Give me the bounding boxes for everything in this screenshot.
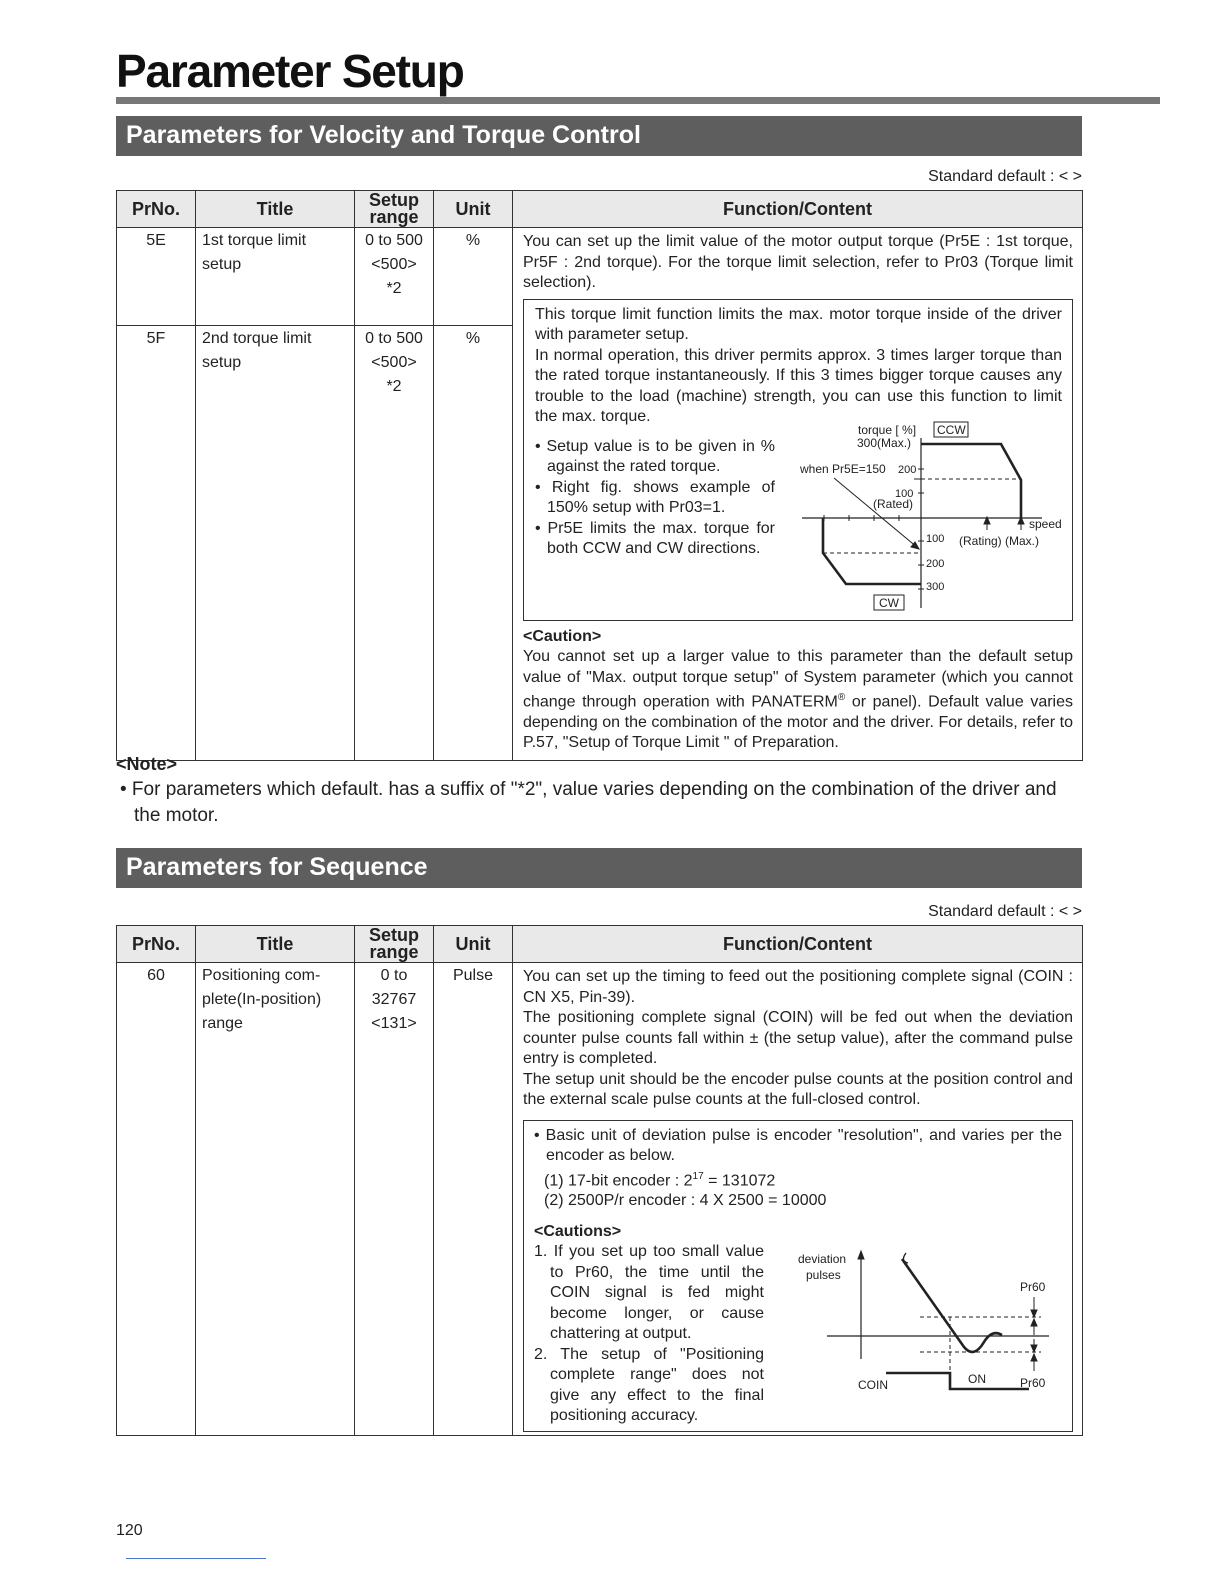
title-line: Positioning com-: [202, 967, 321, 984]
graph-ccw-label: CCW: [937, 422, 966, 437]
standard-default-label: Standard default : < >: [928, 168, 1082, 185]
cell-prno: 5F: [117, 326, 196, 760]
graph-deviation-line2: pulses: [806, 1267, 841, 1282]
function-paragraph-2: The positioning complete signal (COIN) will be fed out when the deviation counter pulse counts fall within ± (the setup value), after the command pulse entry is completed.: [523, 1009, 1073, 1067]
list-item: • Setup value is to be given in % against the rated torque.: [535, 437, 775, 475]
speed-arrows: [984, 517, 1024, 530]
note-block: [116, 754, 1086, 829]
pr60-arrows: [1031, 1297, 1037, 1371]
graph-on-label: ON: [968, 1371, 986, 1386]
title-line: range: [202, 1015, 243, 1032]
header-unit: Unit: [434, 926, 513, 963]
note-title: <Note>: [116, 754, 178, 774]
cell-prno: 5E: [117, 228, 196, 326]
velocity-torque-table: [116, 190, 1083, 761]
graph-neg-300: 300: [926, 580, 945, 593]
note-text: • For parameters which default. has a suffix of "*2", value varies depending on the combination of the driver and the motor.: [120, 779, 1057, 826]
graph-cw-label: CW: [879, 595, 899, 610]
graph-neg-200: 200: [926, 557, 945, 570]
graph-pr60-top: Pr60: [1020, 1279, 1046, 1294]
range-suffix: *2: [386, 378, 402, 396]
graph-pr60-bottom: Pr60: [1020, 1375, 1046, 1390]
header-function: Function/Content: [513, 191, 1083, 228]
cell-unit: %: [434, 228, 513, 326]
cell-title: [196, 963, 355, 1436]
header-setup: Setup: [368, 190, 419, 210]
torque-limit-info-box: [523, 299, 1073, 621]
header-setup-range: [355, 926, 434, 963]
box-bullet: • Basic unit of deviation pulse is encoder "resolution", and varies per the encoder as below.: [534, 1126, 1062, 1164]
cautions-list: [534, 1242, 764, 1427]
encoder1-a: (1) 17-bit encoder : 2: [544, 1171, 693, 1189]
encoder-line-1: [534, 1167, 1062, 1192]
deviation-curve: [902, 1253, 1002, 1352]
positioning-graph: [794, 1247, 1064, 1397]
header-title: Title: [196, 191, 355, 228]
list-item: • Right fig. shows example of 150% setup with Pr03=1.: [535, 478, 775, 516]
encoder-line-2: (2) 2500P/r encoder : 4 X 2500 = 10000: [544, 1192, 827, 1210]
cell-unit: %: [434, 326, 513, 760]
box-text-2: In normal operation, this driver permits approx. 3 times larger torque than the rated torque instantaneously. If this 3 times bigger torque causes any trouble to the load (machine) strength, you can use this function to limit the max. torque.: [535, 346, 1062, 425]
footer-rule: [126, 1558, 266, 1559]
range-line: 0 to 500: [365, 232, 423, 249]
graph-max-label: 300(Max.): [857, 435, 912, 450]
title-line: 2nd torque limit: [202, 330, 312, 348]
cautions-title: <Cautions>: [534, 1222, 622, 1240]
title-line: 1st torque limit: [202, 232, 307, 249]
range-default: <500>: [371, 256, 417, 273]
caution-text: [523, 647, 1073, 754]
function-intro: You can set up the limit value of the motor output torque (Pr5E : 1st torque, Pr5F : 2nd torque). For the torque limit selection, refer to Pr03 (Torque limit selection).: [523, 233, 1073, 291]
title-line: setup: [202, 354, 242, 372]
cell-unit: Pulse: [434, 963, 513, 1436]
table-row-60: [117, 963, 1083, 1436]
graph-tick-100: 100: [895, 487, 914, 500]
positioning-axes: [827, 1251, 1049, 1359]
graph-deviation-line1: deviation: [798, 1251, 847, 1266]
deviation-info-box: [523, 1120, 1073, 1432]
encoder1-b: = 131072: [703, 1171, 776, 1189]
torque-bullet-list: [535, 437, 775, 560]
header-setup-range: [355, 191, 434, 228]
range-default: <131>: [371, 1015, 417, 1032]
header-range: range: [369, 207, 419, 227]
graph-speed-label: speed: [1029, 516, 1062, 531]
encoder1-sup: 17: [692, 1170, 704, 1182]
header-prno: PrNo.: [117, 926, 196, 963]
page-number: 120: [116, 1522, 143, 1539]
range-line: 32767: [371, 991, 417, 1008]
page-title: Parameter Setup: [116, 45, 464, 97]
graph-rated-label: (Rated): [873, 496, 914, 511]
range-suffix: *2: [386, 280, 402, 297]
header-prno: PrNo.: [117, 191, 196, 228]
function-paragraph-1: You can set up the timing to feed out the positioning complete signal (COIN : CN X5, Pin-39).: [523, 968, 1073, 1006]
function-paragraph-3: The setup unit should be the encoder pulse counts at the position control and the external scale pulse counts at the full-closed control.: [523, 1070, 1073, 1108]
section-heading-sequence: Parameters for Sequence: [116, 848, 1082, 888]
graph-rating-max-label: (Rating) (Max.): [959, 533, 1040, 548]
box-text-1: This torque limit function limits the max. motor torque inside of the driver with parameter setup.: [535, 305, 1062, 343]
list-item: • Pr5E limits the max. torque for both CCW and CW directions.: [535, 519, 775, 557]
header-function: Function/Content: [513, 926, 1083, 963]
table-row-5e: [117, 228, 1083, 326]
registered-mark: ®: [837, 692, 846, 703]
caution-text-a: You cannot set up a larger value to this parameter than the default setup value of "Max. output torque setup" of System parameter (which you cannot change through operation with PANATERM: [523, 648, 1073, 711]
cell-function-positioning: [513, 963, 1083, 1436]
caution-text-b: or panel). Default value varies depending on the combination of the motor and the driver. For details, refer to P.57, "Setup of Torque Limit " of Preparation.: [523, 693, 1074, 752]
header-setup: Setup: [368, 925, 419, 945]
cell-function-torque: [513, 228, 1083, 761]
cell-range: [355, 228, 434, 326]
caution-title: <Caution>: [523, 627, 602, 645]
caution-item-1: 1. If you set up too small value to Pr60, the time until the COIN signal is fed might become longer, or cause chattering at output.: [534, 1243, 764, 1343]
graph-coin-label: COIN: [858, 1377, 888, 1392]
header-range: range: [369, 942, 419, 962]
section-heading-velocity-torque: Parameters for Velocity and Torque Control: [116, 116, 1082, 156]
coin-signal-line: [886, 1373, 1029, 1389]
range-line: 0 to 500: [365, 330, 423, 348]
title-rule: [116, 97, 1160, 104]
caution-item-2: 2. The setup of "Positioning complete range" does not give any effect to the final positioning accuracy.: [534, 1345, 764, 1425]
cell-title: [196, 326, 355, 760]
standard-default-label: Standard default : < >: [928, 903, 1082, 920]
header-unit: Unit: [434, 191, 513, 228]
range-line: 0 to: [380, 967, 408, 984]
title-line: setup: [202, 256, 242, 273]
cell-prno: 60: [117, 963, 196, 1436]
graph-neg-100: 100: [926, 532, 945, 545]
range-default: <500>: [371, 354, 417, 372]
cell-range: [355, 963, 434, 1436]
graph-torque-label: torque [ %]: [858, 422, 917, 437]
torque-limit-graph: [794, 418, 1084, 614]
cell-range: [355, 326, 434, 760]
graph-when-label: when Pr5E=150: [800, 461, 886, 476]
cell-title: [196, 228, 355, 326]
header-title: Title: [196, 926, 355, 963]
graph-tick-200: 200: [898, 463, 917, 476]
sequence-table: [116, 925, 1083, 1436]
title-line: plete(In-position): [202, 991, 322, 1008]
